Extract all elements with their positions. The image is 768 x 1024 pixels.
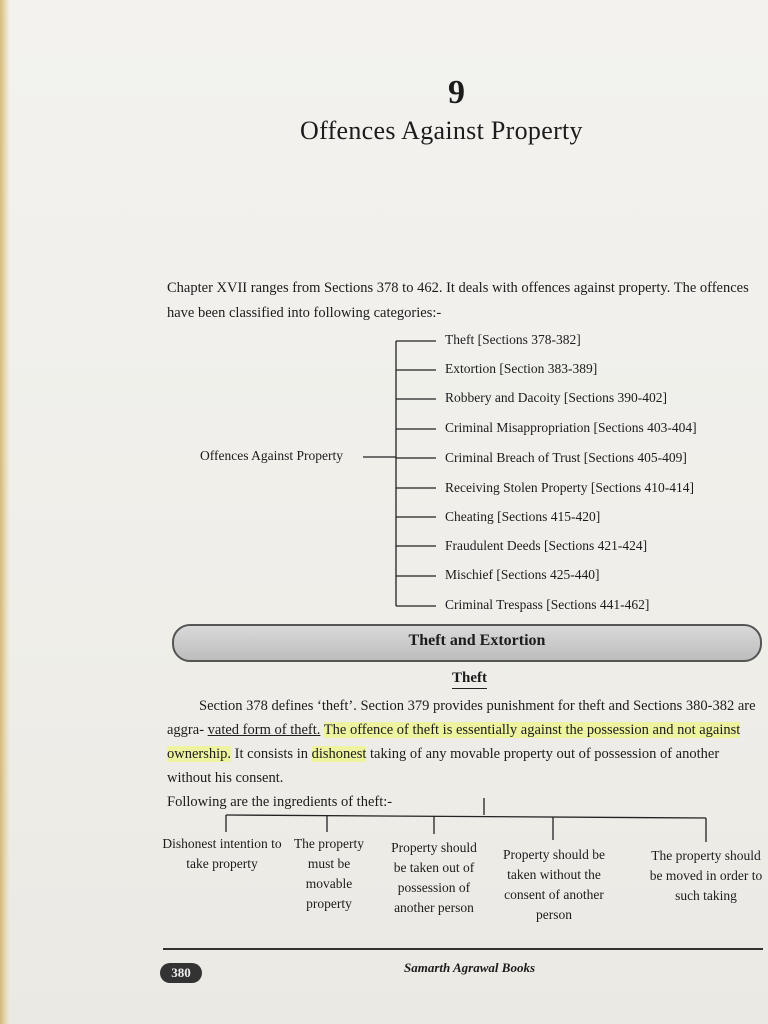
intro-line-1: Chapter XVII ranges from Sections 378 to 462. It deals with offences against property. The offences xyxy=(167,280,749,296)
chapter-title: Offences Against Property xyxy=(300,116,583,145)
category-item: Criminal Trespass [Sections 441-462] xyxy=(445,597,650,612)
ingredient-item: Property should be taken without the consent of another person xyxy=(503,847,605,922)
highlighted-text: dishonest xyxy=(311,746,367,762)
page-number: 380 xyxy=(160,963,202,983)
intro-line-2: have been classified into following categories:- xyxy=(167,305,442,321)
footer-rule xyxy=(163,948,763,950)
section-banner xyxy=(172,624,762,662)
publisher-name: Samarth Agrawal Books xyxy=(404,960,536,975)
chapter-number: 9 xyxy=(448,74,465,111)
paragraph-text: taking of any movable property out of possession of another without his consent. xyxy=(167,746,720,786)
classification-root: Offences Against Property xyxy=(200,448,343,463)
section-banner-title: Theft and Extortion xyxy=(408,632,546,649)
category-item: Theft [Sections 378-382] xyxy=(445,332,581,347)
category-item: Robbery and Dacoity [Sections 390-402] xyxy=(445,390,667,405)
ingredient-item: The property should be moved in order to such taking xyxy=(649,848,763,903)
ingredient-item: The property must be movable property xyxy=(293,836,365,911)
category-item: Criminal Misappropriation [Sections 403-404] xyxy=(445,420,697,435)
category-item: Cheating [Sections 415-420] xyxy=(445,509,601,524)
paragraph-text: It consists in xyxy=(231,746,312,762)
ingredient-item: Dishonest intention to take property xyxy=(162,836,282,871)
paragraph-text: Section 378 defines ‘theft’. Section 379 provides punishment for theft and Sections 380-382 are aggra- xyxy=(167,698,756,738)
ingredient-item: Property should be taken out of possession of another person xyxy=(391,840,477,915)
highlighted-text: The offence of theft is essentially against the possession and not against ownership. xyxy=(167,722,741,762)
category-item: Extortion [Section 383-389] xyxy=(445,361,598,376)
category-item: Fraudulent Deeds [Sections 421-424] xyxy=(445,538,648,553)
theft-paragraph xyxy=(167,694,767,814)
paragraph-underlined-text: vated form of theft. xyxy=(207,722,321,738)
category-item: Criminal Breach of Trust [Sections 405-409] xyxy=(445,450,687,465)
category-item: Receiving Stolen Property [Sections 410-414] xyxy=(445,480,694,495)
subheading-theft: Theft xyxy=(452,670,487,689)
paragraph-text: Following are the ingredients of theft:- xyxy=(167,794,393,810)
category-item: Mischief [Sections 425-440] xyxy=(445,567,600,582)
